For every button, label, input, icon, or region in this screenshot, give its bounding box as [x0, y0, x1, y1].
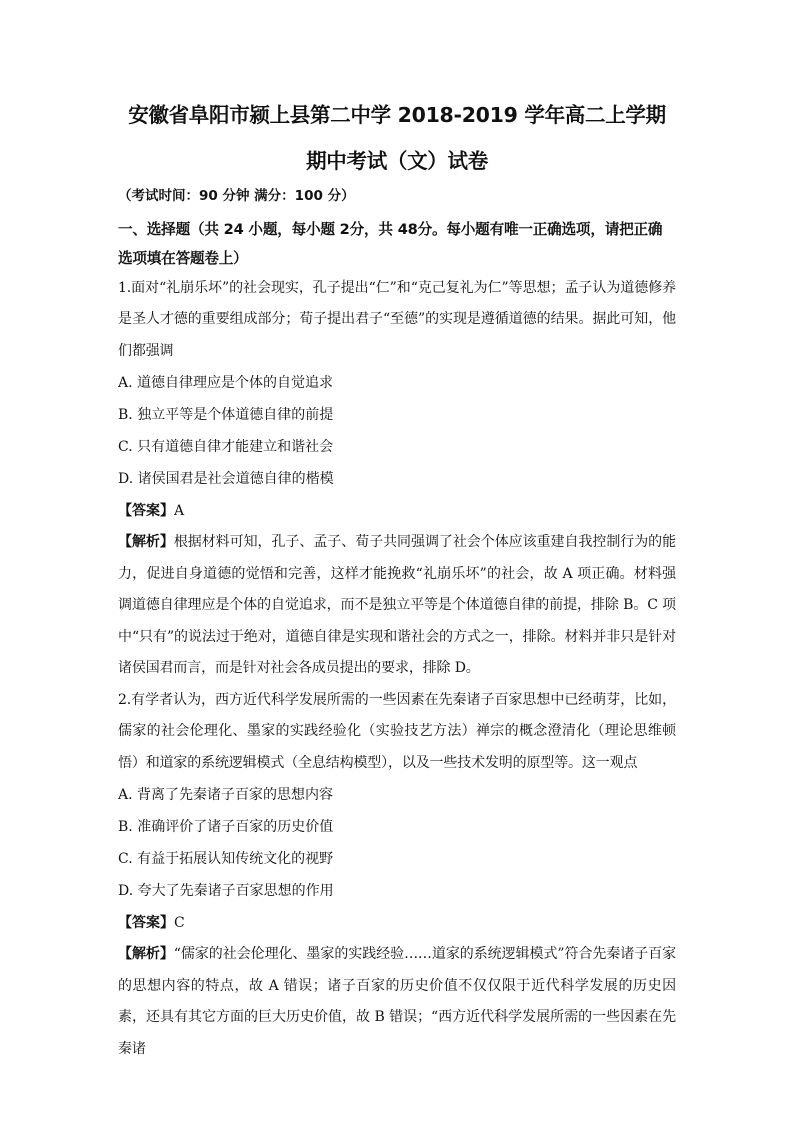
question-2-option-d: D. 夸大了先秦诸子百家思想的作用: [118, 883, 334, 899]
answer-label: 【答案】: [118, 915, 174, 931]
document-title-line1: 安徽省阜阳市颍上县第二中学 2018-2019 学年高二上学期: [128, 103, 666, 127]
question-2-option-c: C. 有益于拓展认知传统文化的视野: [118, 851, 334, 867]
analysis-text: “儒家的社会伦理化、墨家的实践经验……道家的系统逻辑模式”符合先秦诸子百家的思想内容的特点，故 A 错误；诸子百家的历史价值不仅仅限于近代科学发展的历史因素，还具有其它方面的巨大历史价值，故 B 错误；“西方近代科学发展所需的一些因素在先秦诸: [118, 946, 676, 1057]
question-1-option-a: A. 道德自律理应是个体的自觉追求: [118, 375, 334, 391]
question-2-option-b: B. 准确评价了诸子百家的历史价值: [118, 819, 334, 835]
analysis-label: 【解析】: [118, 946, 174, 962]
section-heading: 一、选择题（共 24 小题，每小题 2分，共 48分。每小题有唯一正确选项，请把正确选项填在答题卷上）: [118, 220, 663, 267]
answer-value: A: [174, 503, 185, 519]
question-2-stem: 2.有学者认为，西方近代科学发展所需的一些因素在先秦诸子百家思想中已经萌芽，比如，儒家的社会伦理化、墨家的实践经验化（实验技艺方法）禅宗的概念澄清化（理论思维顿悟）和道家的系统逻辑模式（全息结构模型），以及一些技术发明的原型等。这一观点: [118, 691, 676, 771]
question-1-stem: 1.面对“礼崩乐坏”的社会现实，孔子提出“仁”和“克己复礼为仁”等思想；孟子认为道德修养是圣人才德的重要组成部分；荀子提出君子“至德”的实现是遵循道德的结果。据此可知，他们都强调: [118, 279, 676, 359]
question-1-option-c: C. 只有道德自律才能建立和谐社会: [118, 439, 334, 455]
question-2-answer: [118, 907, 676, 939]
exam-info: （考试时间：90 分钟 满分：100 分）: [118, 188, 355, 204]
question-1-analysis: [118, 527, 676, 685]
analysis-label: 【解析】: [118, 534, 174, 550]
question-2-analysis: [118, 939, 676, 1065]
question-1-answer: [118, 495, 676, 527]
answer-label: 【答案】: [118, 503, 174, 519]
question-1-option-d: D. 诸侯国君是社会道德自律的楷模: [118, 471, 334, 487]
document-title-line2: 期中考试（文）试卷: [306, 148, 488, 173]
answer-value: C: [174, 915, 185, 931]
document-page: [118, 100, 676, 1065]
question-1-option-b: B. 独立平等是个体道德自律的前提: [118, 407, 334, 423]
question-2-option-a: A. 背离了先秦诸子百家的思想内容: [118, 787, 334, 803]
analysis-text: 根据材料可知，孔子、孟子、荀子共同强调了社会个体应该重建自我控制行为的能力，促进自身道德的觉悟和完善，这样才能挽救“礼崩乐坏”的社会，故 A 项正确。材料强调道德自律理应是个体的自觉追求，而不是独立平等是个体道德自律的前提，排除 B。C 项中“只有”的说法过于绝对，道德自律是实现和谐社会的方式之一，排除。材料并非只是针对诸侯国君而言，而是针对社会各成员提出的要求，排除 D。: [118, 534, 676, 676]
